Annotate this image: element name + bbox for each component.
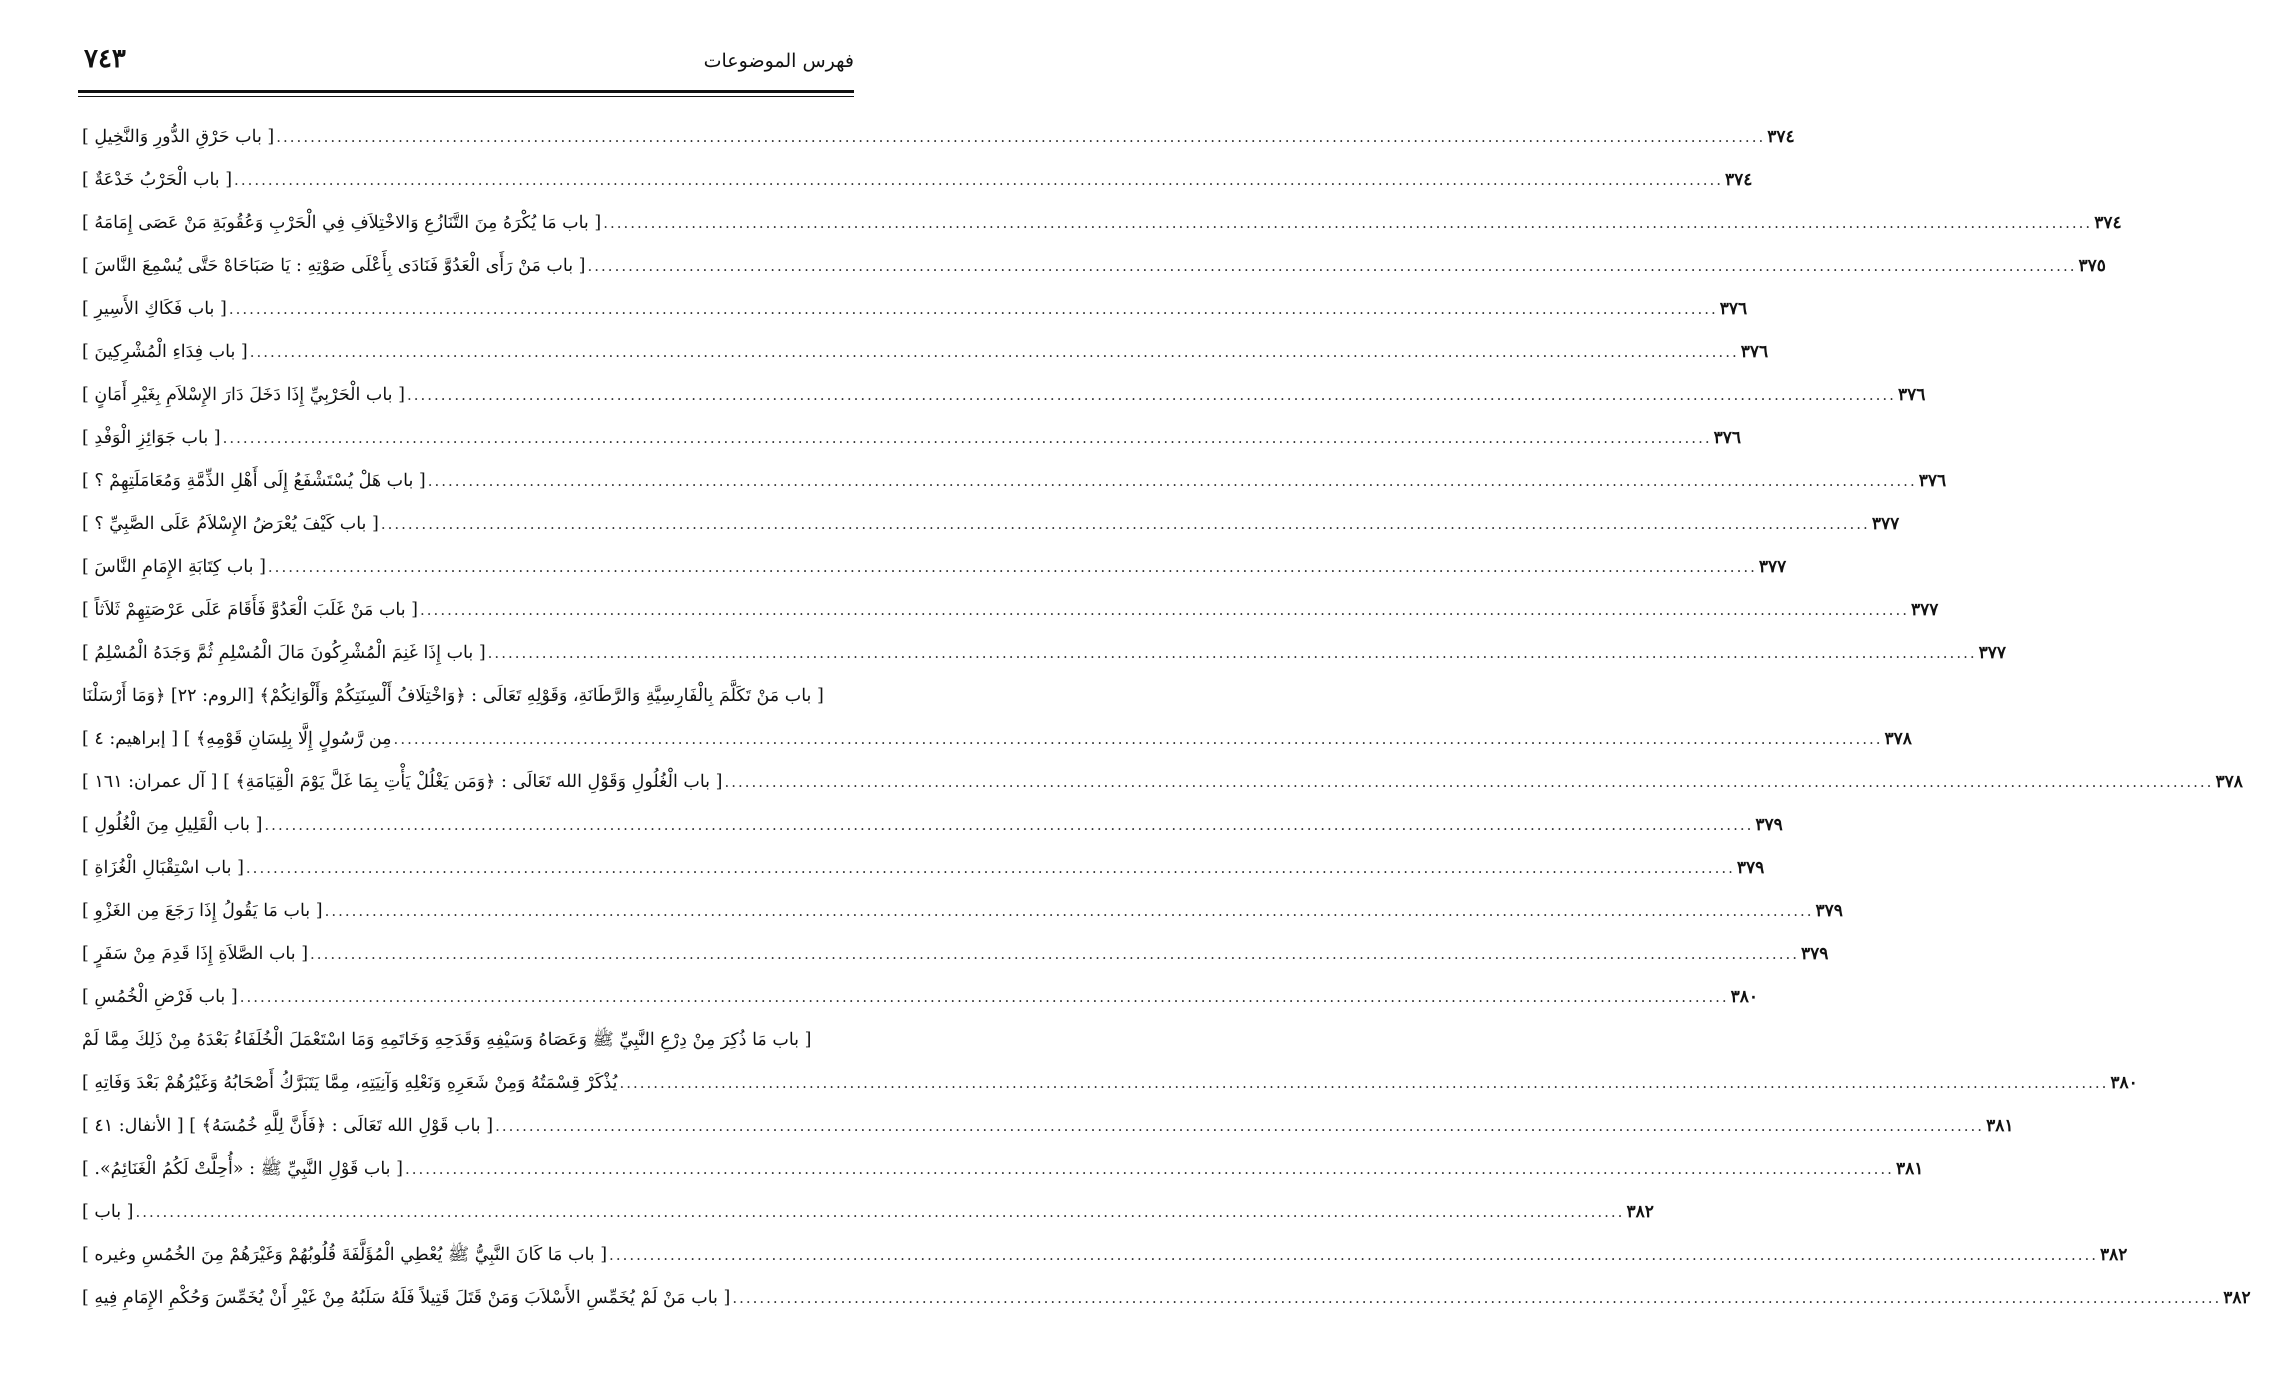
toc-entry bbox=[78, 374, 1926, 417]
dot-leader bbox=[268, 546, 1757, 589]
toc-entry-page-number: ٣٧٩ bbox=[1815, 901, 1843, 921]
toc-entry bbox=[78, 1062, 2138, 1105]
toc-entry-title: [ باب مَا كَانَ النَّبِيُّ ﷺ يُعْطِي الْمُؤَلَّفَةَ قُلُوبُهُمْ وَغَيْرَهُمْ مِنَ الخُمُسِ وغيره ] bbox=[82, 1245, 608, 1265]
toc-entry bbox=[78, 116, 1795, 159]
toc-entry bbox=[78, 245, 2106, 288]
toc-entry bbox=[78, 890, 1843, 933]
dot-leader bbox=[276, 116, 1765, 159]
toc-entry bbox=[78, 589, 1939, 632]
dot-leader bbox=[495, 1105, 1984, 1148]
dot-leader bbox=[619, 1062, 2108, 1105]
dot-leader bbox=[724, 761, 2213, 804]
dot-leader bbox=[588, 245, 2077, 288]
index-page bbox=[78, 44, 2251, 1344]
dot-leader bbox=[732, 1277, 2221, 1320]
toc-list bbox=[78, 116, 2251, 1320]
dot-leader bbox=[405, 1148, 1894, 1191]
toc-entry-title: [ باب حَرْقِ الدُّورِ وَالنَّخِيلِ ] bbox=[82, 127, 275, 147]
toc-entry bbox=[78, 933, 1829, 976]
toc-entry bbox=[78, 460, 1947, 503]
toc-entry bbox=[78, 1019, 854, 1062]
toc-entry bbox=[78, 503, 1900, 546]
toc-entry-page-number: ٣٧٨ bbox=[2215, 772, 2243, 792]
toc-entry-page-number: ٣٨٠ bbox=[1730, 987, 1759, 1007]
toc-entry-title: [ باب فِدَاءِ الْمُشْرِكِينَ ] bbox=[82, 342, 248, 362]
toc-entry-title: [ باب الْغُلُولِ وَقَوْلِ الله تَعَالَى : ﴿وَمَن يَغْلُلْ يَأْتِ بِمَا غَلَّ يَوْمَ الْقِيَامَةِ﴾ ] [ آل عمران: ١٦١ ] bbox=[82, 772, 723, 792]
toc-entry-page-number: ٣٧٤ bbox=[2094, 213, 2122, 233]
toc-entry-page-number: ٣٧٥ bbox=[2078, 256, 2106, 276]
dot-leader bbox=[223, 417, 1712, 460]
dot-leader bbox=[381, 503, 1870, 546]
toc-entry-title: [ باب قَوْلِ النَّبِيِّ ﷺ : «أُحِلَّتْ لَكُمُ الْغَنَائِمُ». ] bbox=[82, 1159, 403, 1179]
toc-entry-page-number: ٣٧٦ bbox=[1740, 342, 1769, 362]
toc-entry-page-number: ٣٧٧ bbox=[1871, 514, 1900, 534]
toc-entry-title: [ باب الْحَرْبِيِّ إِذَا دَخَلَ دَارَ الإِسْلاَمِ بِغَيْرِ أَمَانٍ ] bbox=[82, 385, 405, 405]
toc-entry bbox=[78, 847, 1765, 890]
page-title: فهرس الموضوعات bbox=[703, 50, 854, 72]
toc-entry-title: [ باب الصَّلاَةِ إِذَا قَدِمَ مِنْ سَفَرٍ ] bbox=[82, 944, 309, 964]
toc-entry bbox=[78, 632, 2007, 675]
toc-entry-page-number: ٣٨١ bbox=[1986, 1116, 2014, 1136]
toc-entry-page-number: ٣٧٩ bbox=[1801, 944, 1829, 964]
dot-leader bbox=[609, 1234, 2098, 1277]
toc-entry bbox=[78, 1234, 2128, 1277]
toc-entry bbox=[78, 1148, 1924, 1191]
toc-entry-title: [ باب مَا ذُكِرَ مِنْ دِرْعِ النَّبِيِّ ﷺ وَعَصَاهُ وَسَيْفِهِ وَقَدَحِهِ وَخَاتَمِهِ وَمَا اسْتَعْمَلَ الْخُلَفَاءُ بَعْدَهُ مِنْ ذَلِكَ مِمَّا لَمْ bbox=[82, 1030, 812, 1050]
toc-entry-page-number: ٣٧٤ bbox=[1725, 170, 1753, 190]
toc-entry-page-number: ٣٧٩ bbox=[1755, 815, 1783, 835]
toc-entry-page-number: ٣٧٧ bbox=[1758, 557, 1787, 577]
toc-entry bbox=[78, 976, 1759, 1019]
toc-entry-title: [ باب فَكَاكِ الأَسِيرِ ] bbox=[82, 299, 227, 319]
toc-entry-page-number: ٣٧٦ bbox=[1713, 428, 1742, 448]
dot-leader bbox=[428, 460, 1917, 503]
toc-entry-page-number: ٣٧٦ bbox=[1897, 385, 1926, 405]
dot-leader bbox=[420, 589, 1909, 632]
toc-entry-title: [ باب الْحَرْبُ خَدْعَةٌ ] bbox=[82, 170, 233, 190]
toc-entry-title: [ باب قَوْلِ الله تَعَالَى : ﴿فَأَنَّ لِلَّهِ خُمُسَهُ﴾ ] [ الأنفال: ٤١ ] bbox=[82, 1116, 494, 1136]
toc-entry-title: [ باب إِذَا غَنِمَ الْمُشْرِكُونَ مَالَ الْمُسْلِمِ ثُمَّ وَجَدَهُ الْمُسْلِمُ ] bbox=[82, 643, 486, 663]
toc-entry-page-number: ٣٧٤ bbox=[1767, 127, 1795, 147]
dot-leader bbox=[250, 331, 1739, 374]
toc-entry-title: [ باب مَنْ غَلَبَ الْعَدُوَّ فَأَقَامَ عَلَى عَرْصَتِهِمْ ثَلاَثاً ] bbox=[82, 600, 419, 620]
page-number: ٧٤٣ bbox=[84, 44, 126, 74]
toc-entry-title: [ باب الْقَلِيلِ مِنَ الْغُلُولِ ] bbox=[82, 815, 263, 835]
dot-leader bbox=[135, 1191, 1624, 1234]
dot-leader bbox=[246, 847, 1735, 890]
dot-leader bbox=[488, 632, 1977, 675]
toc-entry bbox=[78, 675, 854, 718]
toc-entry-title: [ باب مَنْ لَمْ يُخَمِّسِ الأَسْلاَبَ وَمَنْ قَتَلَ قَتِيلاً فَلَهُ سَلَبُهُ مِنْ غَيْرِ أَنْ يُخَمِّسَ وَحُكْمِ الإِمَامِ فِيهِ ] bbox=[82, 1288, 731, 1308]
toc-entry-title: [ باب فَرْضِ الْخُمُسِ ] bbox=[82, 987, 238, 1007]
toc-entry bbox=[78, 1277, 2251, 1320]
toc-entry-title: [ باب مَا يَقُولُ إِذَا رَجَعَ مِن الغَزْوِ ] bbox=[82, 901, 323, 921]
toc-entry-title: مِن رَّسُولٍ إِلَّا بِلِسَانِ قَوْمِهِ﴾ ] [ إبراهيم: ٤ ] bbox=[82, 729, 392, 749]
toc-entry-title: [ باب هَلْ يُسْتَشْفَعُ إِلَى أَهْلِ الذِّمَّةِ وَمُعَامَلَتِهِمْ ؟ ] bbox=[82, 471, 426, 491]
toc-entry-title: يُذْكَرْ قِسْمَتُهُ وَمِنْ شَعَرِهِ وَنَعْلِهِ وَآنِيَتِهِ، مِمَّا يَتَبَرَّكُ أَصْحَابُهُ وَغَيْرُهُمْ بَعْدَ وَفَاتِهِ ] bbox=[82, 1073, 618, 1093]
dot-leader bbox=[603, 202, 2092, 245]
toc-entry-title: [ باب اسْتِقْبَالِ الْغُزَاةِ ] bbox=[82, 858, 244, 878]
toc-entry bbox=[78, 417, 1742, 460]
toc-entry-page-number: ٣٨٢ bbox=[1626, 1202, 1654, 1222]
toc-entry bbox=[78, 761, 2243, 804]
toc-entry bbox=[78, 718, 1912, 761]
dot-leader bbox=[234, 159, 1723, 202]
toc-entry bbox=[78, 1105, 2014, 1148]
toc-entry-page-number: ٣٧٦ bbox=[1719, 299, 1748, 319]
toc-entry-title: [ باب كَيْفَ يُعْرَضُ الإِسْلاَمُ عَلَى الصَّبِيِّ ؟ ] bbox=[82, 514, 379, 534]
toc-entry-title: [ باب مَنْ تَكَلَّمَ بِالْفَارِسِيَّةِ وَالرَّطَانَةِ، وَقَوْلِهِ تَعَالَى : ﴿وَاخْتِلَافُ أَلْسِنَتِكُمْ وَأَلْوَانِكُمْ﴾ [الروم: ٢٢] ﴿وَمَا أَرْسَلْنَا bbox=[82, 686, 824, 706]
header-divider bbox=[78, 90, 854, 93]
toc-entry-page-number: ٣٧٧ bbox=[1978, 643, 2007, 663]
toc-entry-title: [ باب مَنْ رَأَى الْعَدُوَّ فَنَادَى بِأَعْلَى صَوْتِهِ : يَا صَبَاحَاهْ حَتَّى يُسْمِعَ النَّاسَ ] bbox=[82, 256, 586, 276]
dot-leader bbox=[264, 804, 1753, 847]
toc-entry-title: [ باب جَوَائِزِ الْوَفْدِ ] bbox=[82, 428, 221, 448]
toc-entry-page-number: ٣٧٨ bbox=[1884, 729, 1912, 749]
toc-entry-title: [ باب كِتَابَةِ الإِمَامِ النَّاسَ ] bbox=[82, 557, 266, 577]
toc-entry-page-number: ٣٧٧ bbox=[1911, 600, 1939, 620]
toc-entry bbox=[78, 546, 1787, 589]
dot-leader bbox=[310, 933, 1799, 976]
toc-entry bbox=[78, 331, 1769, 374]
toc-entry-page-number: ٣٨١ bbox=[1895, 1159, 1924, 1179]
toc-entry bbox=[78, 202, 2122, 245]
dot-leader bbox=[407, 374, 1896, 417]
toc-entry bbox=[78, 1191, 1654, 1234]
dot-leader bbox=[394, 718, 1883, 761]
dot-leader bbox=[229, 288, 1718, 331]
toc-entry-page-number: ٣٧٦ bbox=[1918, 471, 1947, 491]
toc-entry-page-number: ٣٨٠ bbox=[2110, 1073, 2138, 1093]
dot-leader bbox=[240, 976, 1729, 1019]
page-header bbox=[78, 44, 854, 88]
toc-entry-page-number: ٣٨٢ bbox=[2223, 1288, 2251, 1308]
toc-entry-page-number: ٣٨٢ bbox=[2100, 1245, 2128, 1265]
header-divider-thin bbox=[78, 96, 854, 97]
toc-entry bbox=[78, 159, 1753, 202]
dot-leader bbox=[325, 890, 1814, 933]
toc-entry bbox=[78, 288, 1748, 331]
toc-entry-title: [ باب مَا يُكْرَهُ مِنَ التَّنَازُعِ وَالاخْتِلاَفِ فِي الْحَرْبِ وَعُقُوبَةِ مَنْ عَصَى إِمَامَهُ ] bbox=[82, 213, 602, 233]
toc-entry-title: [ باب ] bbox=[82, 1202, 134, 1222]
toc-entry bbox=[78, 804, 1783, 847]
toc-entry-page-number: ٣٧٩ bbox=[1736, 858, 1765, 878]
